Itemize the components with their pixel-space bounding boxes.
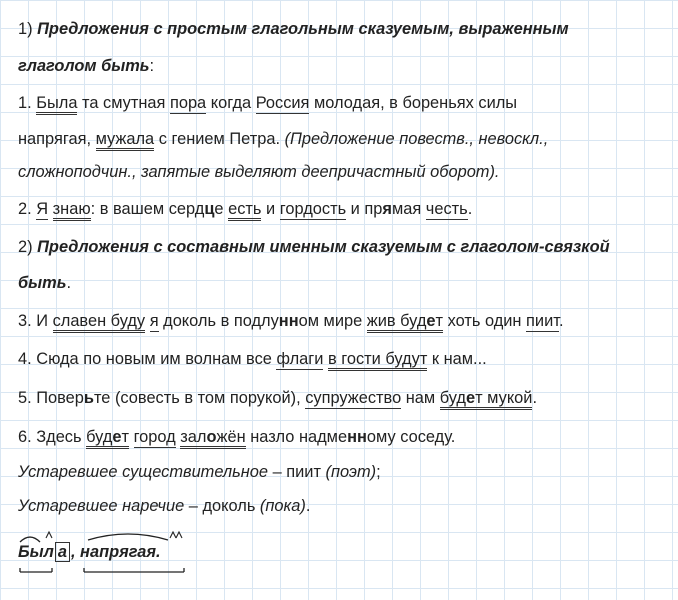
- heading-text: глаголом быть: [18, 57, 150, 75]
- root-arc: [88, 534, 168, 540]
- heading-text: быть: [18, 274, 67, 292]
- punct: .: [305, 497, 311, 515]
- text: доколь в подлу: [158, 312, 279, 330]
- sentence-2: [18, 198, 670, 220]
- predicate-word: т мукой: [475, 389, 533, 407]
- section-number: 1): [18, 20, 33, 38]
- subject-word: пора: [169, 94, 207, 112]
- note-label: Устаревшее наречие: [18, 497, 185, 515]
- predicate-word: т: [121, 428, 129, 446]
- punct: .: [532, 389, 538, 407]
- text: назло надме: [245, 428, 348, 446]
- sentence-number: 2.: [18, 200, 32, 218]
- sentence-number: 1.: [18, 94, 32, 112]
- predicate-word: жён: [216, 428, 246, 446]
- text: с гением Петра.: [154, 130, 285, 148]
- morphemic-parse: [18, 528, 161, 561]
- predicate-word: зал: [180, 428, 207, 446]
- morph-ending: а: [55, 542, 70, 562]
- text: та смутная: [77, 94, 170, 112]
- note-meaning: (поэт): [325, 463, 377, 481]
- text: Сюда по новым им волнам все: [31, 350, 277, 368]
- note-archaic-noun: [18, 461, 670, 483]
- suffix-mark: [170, 532, 182, 538]
- predicate-word: славен буду: [53, 312, 146, 333]
- text: ому соседу.: [366, 428, 456, 446]
- text: ом мире: [298, 312, 367, 330]
- sentence-1-line-2: [18, 128, 670, 150]
- sentence-5: [18, 387, 670, 409]
- sentence-number: 5.: [18, 389, 32, 407]
- highlight-letter: нн: [347, 428, 367, 446]
- text: ,: [86, 130, 96, 148]
- note-archaic-adverb: [18, 495, 670, 517]
- morph-word: напрягая: [80, 543, 157, 561]
- text: нам: [401, 389, 440, 407]
- subject-word: супружество: [305, 389, 402, 407]
- text: [129, 428, 134, 446]
- note-meaning: (пока): [259, 497, 306, 515]
- note-label: Устаревшее существительное: [18, 463, 269, 481]
- sentence-4: [18, 348, 670, 370]
- sentence-6: [18, 426, 670, 448]
- highlight-letter: о: [206, 428, 217, 446]
- subject-word: пиит: [526, 312, 559, 330]
- subject-word: Россия: [255, 94, 310, 112]
- sentence-number: 3.: [18, 312, 32, 330]
- text: Здесь: [31, 428, 87, 446]
- analysis-note: (Предложение повеств., невоскл.,: [284, 130, 549, 148]
- predicate-word: знаю: [53, 200, 91, 221]
- text: Повер: [31, 389, 84, 407]
- punct: ,: [70, 543, 81, 561]
- section-2-heading-cont: [18, 272, 670, 294]
- punct: .: [66, 274, 72, 292]
- heading-text: Предложения с составным именным сказуемым с глаголом-связкой: [37, 238, 610, 256]
- note-word: – доколь: [184, 497, 260, 515]
- highlight-letter: ц: [204, 200, 215, 218]
- adverbial-participle: напрягая: [18, 130, 87, 148]
- sentence-3: [18, 310, 670, 332]
- subject-word: город: [133, 428, 176, 446]
- text: [145, 312, 150, 330]
- text: е: [214, 200, 229, 218]
- predicate-word: мужала: [96, 130, 155, 151]
- subject-word: флаги: [276, 350, 324, 368]
- note-word: – пиит: [268, 463, 326, 481]
- text: И: [31, 312, 53, 330]
- sentence-1-line-1: [18, 92, 670, 114]
- punct: :: [149, 57, 155, 75]
- highlight-letter: е: [426, 312, 436, 330]
- text: : в вашем серд: [90, 200, 205, 218]
- section-number: 2): [18, 238, 33, 256]
- highlight-letter: ь: [83, 389, 94, 407]
- predicate-word: есть: [228, 200, 261, 221]
- heading-text: Предложения с простым глагольным сказуемым, выраженным: [37, 20, 569, 38]
- text: те (совесть в том порукой),: [93, 389, 306, 407]
- punct: ;: [376, 463, 381, 481]
- text: к нам...: [427, 350, 487, 368]
- punct: .: [156, 543, 161, 561]
- predicate-word: в гости будут: [328, 350, 427, 371]
- text: молодая, в бореньях силы: [309, 94, 518, 112]
- predicate-word: буд: [439, 389, 466, 407]
- section-1-heading: [18, 18, 670, 40]
- section-2-heading: [18, 236, 670, 258]
- section-1-heading-cont: [18, 55, 670, 77]
- highlight-letter: е: [465, 389, 476, 407]
- subject-word: гордость: [279, 200, 347, 218]
- analysis-note: сложноподчин., запятые выделяют деепричастный оборот).: [18, 163, 500, 181]
- highlight-letter: е: [112, 428, 122, 446]
- text: мая: [391, 200, 426, 218]
- sentence-1-line-3: [18, 161, 670, 183]
- punct: .: [558, 312, 564, 330]
- predicate-word: жив буд: [366, 312, 427, 330]
- predicate-word: буд: [86, 428, 113, 446]
- predicate-word: Была: [36, 94, 77, 115]
- highlight-letter: нн: [278, 312, 299, 330]
- text: и: [261, 200, 280, 218]
- sentence-number: 6.: [18, 428, 32, 446]
- text: хоть один: [443, 312, 527, 330]
- highlight-letter: я: [382, 200, 392, 218]
- subject-word: честь: [425, 200, 468, 218]
- text: когда: [206, 94, 256, 112]
- predicate-word: т: [435, 312, 444, 330]
- text: и пр: [346, 200, 383, 218]
- morph-root: Был: [18, 543, 54, 561]
- text: [48, 200, 53, 218]
- subject-word: я: [149, 312, 159, 330]
- sentence-number: 4.: [18, 350, 32, 368]
- suffix-mark: [46, 532, 52, 538]
- punct: .: [467, 200, 473, 218]
- subject-word: Я: [36, 200, 49, 218]
